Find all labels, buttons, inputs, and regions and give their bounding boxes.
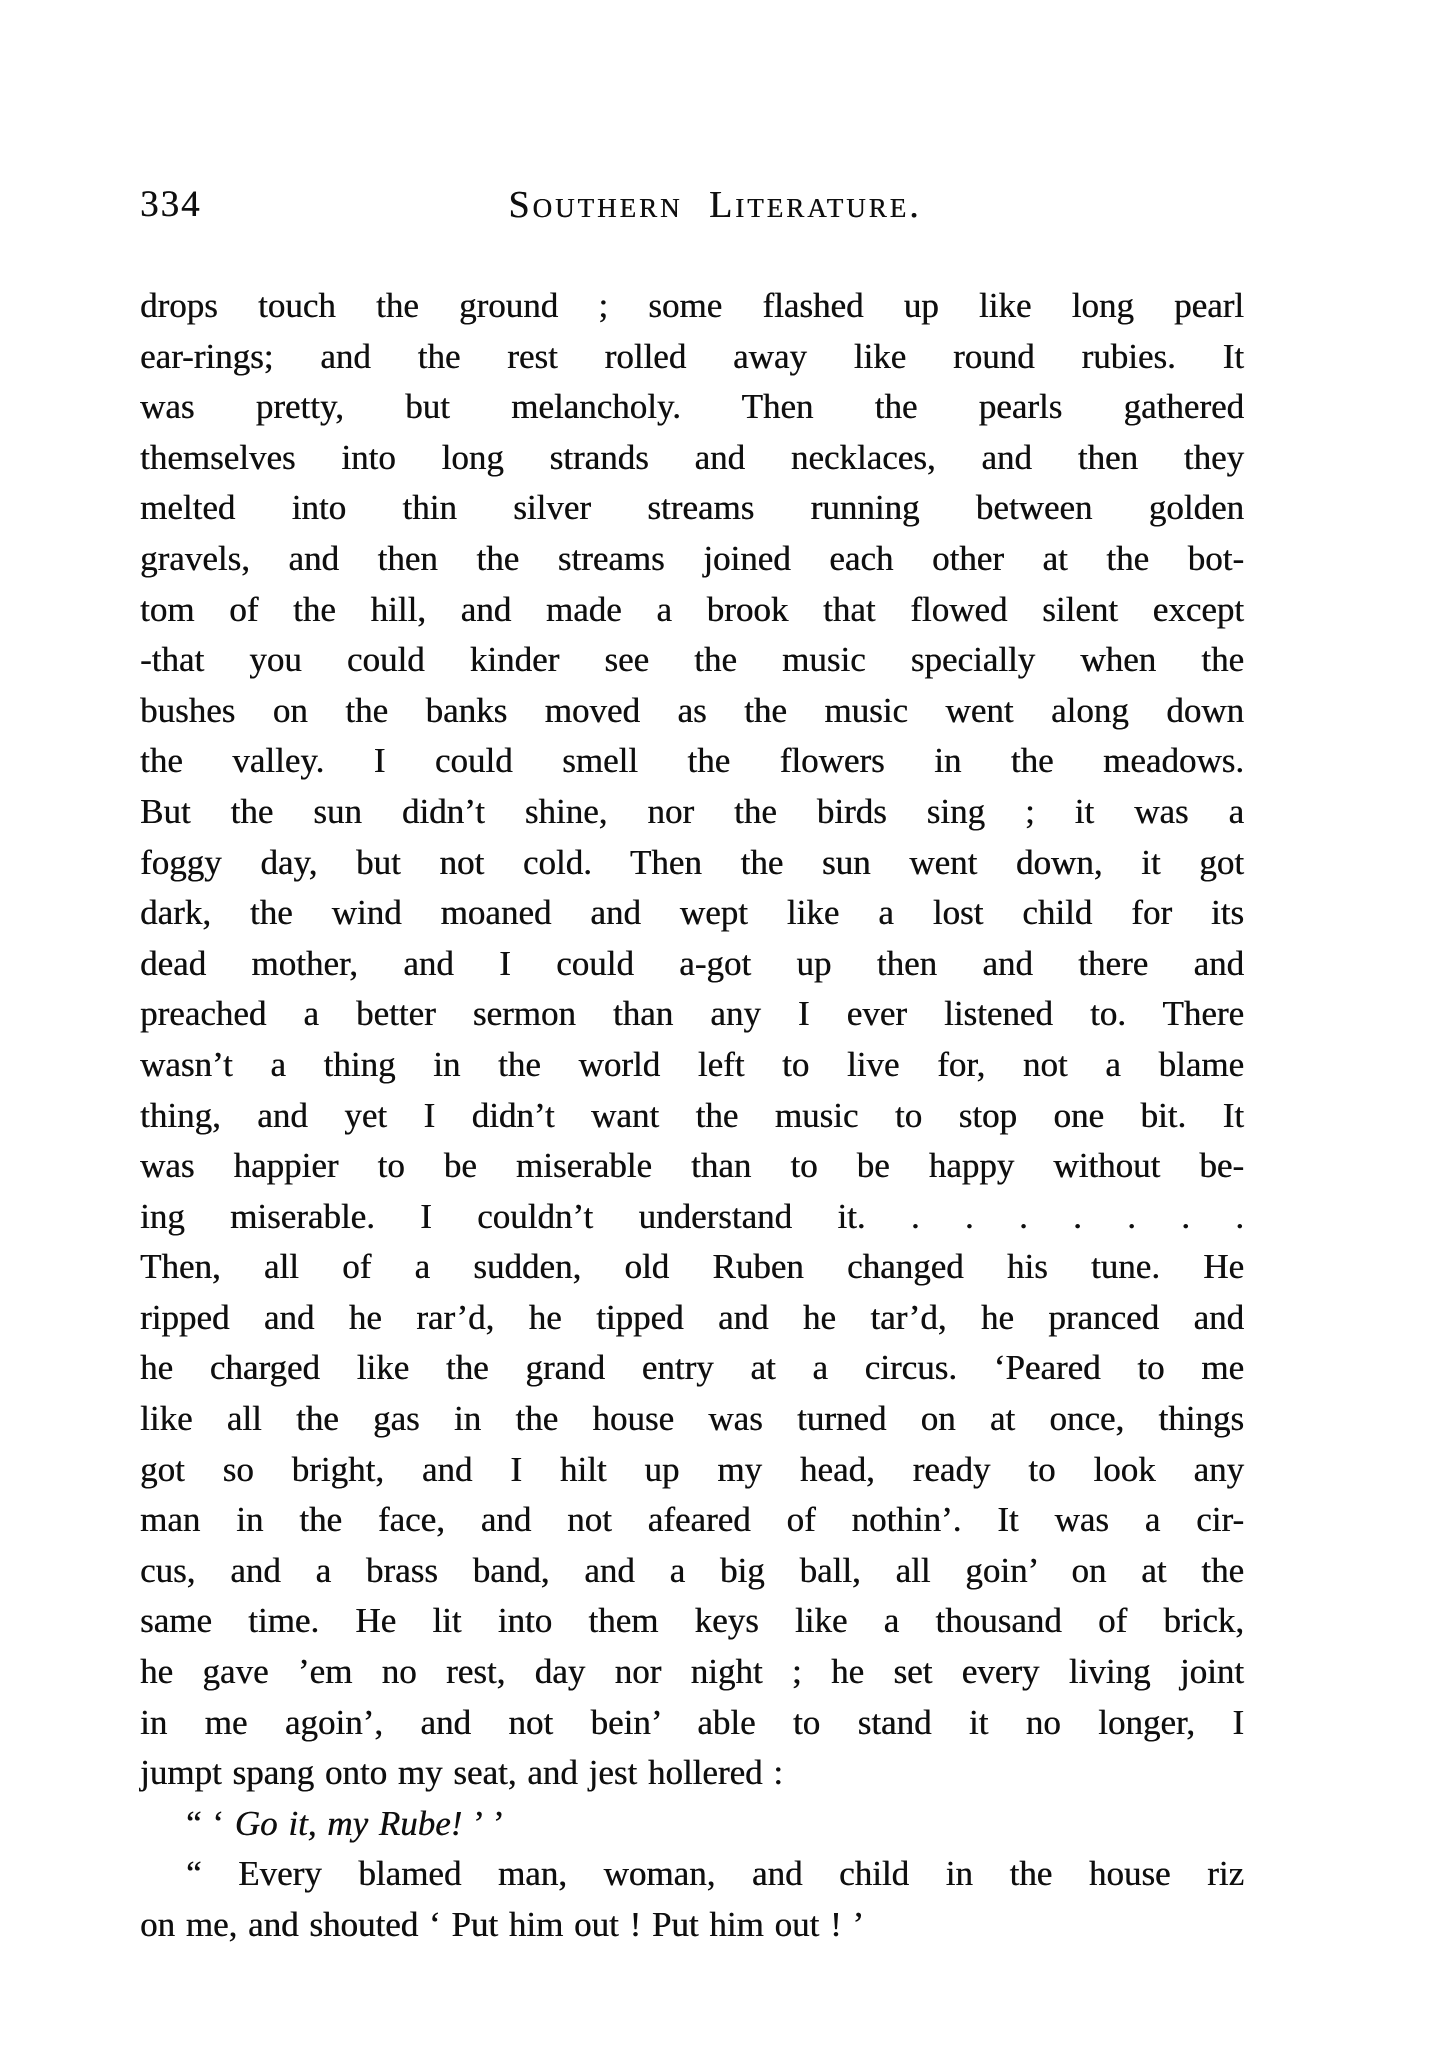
text-line: on me, and shouted ‘ Put him out ! Put him out ! ’ [140,1905,865,1944]
text-line: man in the face, and not afeared of nothin’. It was a cir- [140,1500,1244,1540]
text-line: bushes on the banks moved as the music went along down [140,690,1244,730]
quote-marks: “ ‘ [186,1803,235,1843]
text-line: cus, and a brass band, and a big ball, all goin’ on at the [140,1550,1244,1590]
text-line: like all the gas in the house was turned on at once, things [140,1399,1244,1439]
text-line: -that you could kinder see the music specially when the [140,640,1244,680]
quote-marks: ’ ’ [462,1803,505,1843]
page-title: Southern Literature. [508,184,922,226]
text-line: wasn’t a thing in the world left to live for, not a blame [140,1044,1244,1084]
quoted-exclamation-italic: Go it, my Rube! [234,1803,463,1843]
text-line: “ Every blamed man, woman, and child in the house riz [186,1854,1244,1894]
text-line: got so bright, and I hilt up my head, ready to look any [140,1449,1244,1489]
page-header [140,184,1290,230]
text-line: in me agoin’, and not bein’ able to stand it no longer, I [140,1702,1244,1742]
text-line: ear-rings; and the rest rolled away like round rubies. It [140,336,1244,376]
text-line: ripped and he rar’d, he tipped and he tar’d, he pranced and [140,1297,1244,1337]
text-line: melted into thin silver streams running between golden [140,488,1244,528]
text-line: ing miserable. I couldn’t understand it. . . . . . . . [140,1196,1244,1236]
text-line: he gave ’em no rest, day nor night ; he set every living joint [140,1652,1244,1692]
text-line: dead mother, and I could a-got up then and there and [140,943,1244,983]
text-line: was happier to be miserable than to be happy without be- [140,1146,1244,1186]
text-line: But the sun didn’t shine, nor the birds sing ; it was a [140,791,1244,831]
text-line: foggy day, but not cold. Then the sun went down, it got [140,842,1244,882]
text-line: themselves into long strands and necklaces, and then they [140,437,1244,477]
text-line: thing, and yet I didn’t want the music to stop one bit. It [140,1095,1244,1135]
text-line [140,1799,1244,1850]
page-number: 334 [140,184,202,225]
text-line: same time. He lit into them keys like a thousand of brick, [140,1601,1244,1641]
text-block [140,281,1244,1951]
text-line: Then, all of a sudden, old Ruben changed his tune. He [140,1247,1244,1287]
text-line: tom of the hill, and made a brook that flowed silent except [140,589,1244,629]
text-line: jumpt spang onto my seat, and jest hollered : [140,1753,783,1793]
text-line: he charged like the grand entry at a circus. ‘Peared to me [140,1348,1244,1388]
text-line: drops touch the ground ; some flashed up like long pearl [140,286,1244,325]
text-line: the valley. I could smell the flowers in the meadows. [140,741,1244,781]
text-line: gravels, and then the streams joined each other at the bot- [140,538,1244,578]
text-line: was pretty, but melancholy. Then the pearls gathered [140,387,1244,427]
text-line: dark, the wind moaned and wept like a lost child for its [140,893,1244,933]
text-line: preached a better sermon than any I ever listened to. There [140,994,1244,1034]
